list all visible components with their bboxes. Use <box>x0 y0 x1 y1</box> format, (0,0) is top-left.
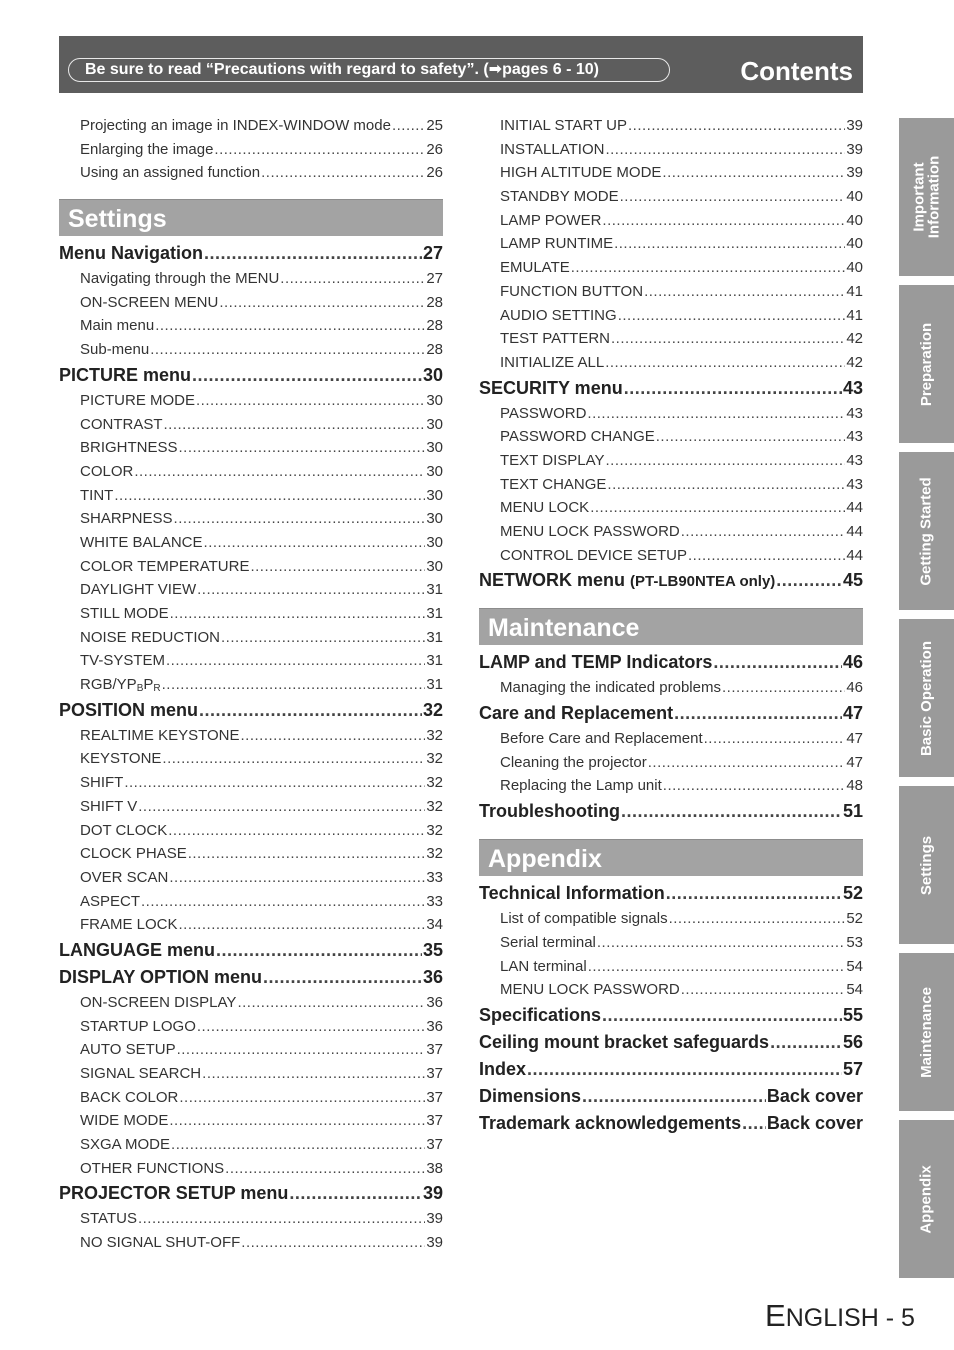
toc-label: Ceiling mount bracket safeguards <box>479 1031 770 1052</box>
toc-page: 44 <box>846 499 863 517</box>
toc-label: DAYLIGHT VIEW <box>80 581 197 599</box>
toc-page: 47 <box>846 730 863 748</box>
toc-label: Replacing the Lamp unit <box>500 777 662 795</box>
toc-label: SHARPNESS <box>80 510 173 528</box>
toc-label: NO SIGNAL SHUT-OFF <box>80 1234 241 1252</box>
toc-page: 47 <box>846 753 863 771</box>
tab-label: Settings <box>918 835 935 895</box>
toc-page: 37 <box>426 1065 443 1082</box>
toc-label: PICTURE MODE <box>80 391 196 409</box>
toc-heading[interactable] <box>479 1029 863 1056</box>
toc-item[interactable] <box>59 555 443 579</box>
toc-page: 55 <box>842 1004 863 1025</box>
toc-item[interactable] <box>59 890 443 914</box>
toc-item[interactable] <box>479 751 863 775</box>
toc-label: ON-SCREEN MENU <box>80 293 219 311</box>
toc-list <box>59 389 443 673</box>
toc-list <box>479 402 863 568</box>
tab-label-line2: Information <box>925 155 943 239</box>
toc-page: 36 <box>422 966 443 987</box>
toc-item[interactable] <box>479 161 863 185</box>
toc-item[interactable] <box>59 795 443 819</box>
toc-label: Dimensions <box>479 1085 582 1106</box>
toc-label: TINT <box>80 486 114 504</box>
toc-label: Technical Information <box>479 883 665 904</box>
toc-page: 35 <box>422 939 443 960</box>
toc-left-column <box>59 114 443 1255</box>
toc-item[interactable] <box>59 114 443 138</box>
toc-label: Enlarging the image <box>80 140 214 158</box>
toc-label: MENU LOCK PASSWORD <box>500 523 680 540</box>
toc-label: Trademark acknowledgements <box>479 1112 742 1133</box>
toc-item[interactable] <box>479 449 863 473</box>
toc-page: 30 <box>426 486 443 504</box>
toc-label: Troubleshooting <box>479 801 620 822</box>
toc-page: 39 <box>422 1183 443 1204</box>
toc-item[interactable] <box>479 425 863 449</box>
toc-list <box>59 724 443 937</box>
toc-page: 31 <box>426 628 443 646</box>
toc-page: 34 <box>426 916 443 934</box>
toc-page: 51 <box>842 801 863 822</box>
toc-label: Sub-menu <box>80 341 150 359</box>
toc-label: TEXT CHANGE <box>500 475 607 493</box>
toc-label: TV-SYSTEM <box>80 652 166 670</box>
toc-label: KEYSTONE <box>80 750 162 768</box>
toc-page: 32 <box>426 797 443 815</box>
section-banner-settings: Settings <box>59 199 443 236</box>
toc-item[interactable] <box>59 484 443 508</box>
toc-page: 40 <box>846 188 863 206</box>
toc-label: Index <box>479 1058 527 1079</box>
toc-label: LAMP and TEMP Indicators <box>479 652 713 673</box>
toc-page: 27 <box>422 243 443 264</box>
toc-list <box>59 1207 443 1254</box>
toc-page: 39 <box>846 117 863 134</box>
toc-item[interactable] <box>59 1231 443 1255</box>
toc-heading[interactable] <box>59 697 443 724</box>
toc-page: Back cover <box>766 1112 863 1133</box>
toc-page: 45 <box>842 570 863 591</box>
toc-page: 33 <box>426 892 443 910</box>
toc-label: STILL MODE <box>80 605 169 622</box>
toc-item[interactable] <box>59 1157 443 1181</box>
toc-label: Cleaning the projector <box>500 753 647 771</box>
toc-page: 31 <box>426 652 443 670</box>
contents-header <box>59 36 863 93</box>
toc-page: 31 <box>426 581 443 599</box>
toc-page: 46 <box>842 652 863 673</box>
toc-item[interactable] <box>59 338 443 362</box>
toc-label: OVER SCAN <box>80 868 169 886</box>
toc-heading[interactable] <box>59 1180 443 1207</box>
toc-item[interactable] <box>59 673 443 697</box>
toc-item[interactable] <box>479 907 863 931</box>
toc-label: DOT CLOCK <box>80 821 168 839</box>
tab-label: Maintenance <box>918 986 936 1078</box>
toc-page: 44 <box>846 523 863 540</box>
toc-page: 25 <box>426 117 443 134</box>
toc-heading[interactable] <box>479 1110 863 1137</box>
toc-page: 43 <box>846 451 863 469</box>
toc-item[interactable] <box>479 256 863 280</box>
toc-page: 32 <box>426 726 443 744</box>
toc-page: 31 <box>426 676 443 694</box>
toc-item[interactable] <box>59 1038 443 1062</box>
toc-page: 52 <box>846 910 863 928</box>
toc-page: 47 <box>842 703 863 724</box>
toc-page: 30 <box>426 462 443 480</box>
toc-item[interactable] <box>59 649 443 673</box>
toc-label: COLOR TEMPERATURE <box>80 557 250 575</box>
toc-page: 40 <box>846 211 863 229</box>
toc-heading[interactable] <box>59 240 443 267</box>
toc-page: 41 <box>846 282 863 300</box>
toc-heading[interactable] <box>59 362 443 389</box>
safety-note[interactable] <box>68 58 670 82</box>
toc-item[interactable] <box>479 955 863 979</box>
toc-item[interactable] <box>479 774 863 798</box>
tab-appendix[interactable] <box>899 1120 954 1278</box>
toc-label: PASSWORD CHANGE <box>500 428 655 446</box>
toc-label: FRAME LOCK <box>80 916 178 934</box>
page-number: ENGLISH - 5 <box>765 1298 915 1333</box>
toc-list <box>479 676 863 700</box>
toc-label: OTHER FUNCTIONS <box>80 1159 225 1177</box>
toc-item[interactable] <box>59 314 443 338</box>
toc-item[interactable] <box>59 1015 443 1039</box>
safety-note-pages: pages 6 - 10) <box>502 61 599 78</box>
toc-label: SHIFT <box>80 774 124 792</box>
toc-item[interactable] <box>59 507 443 531</box>
toc-page: 57 <box>842 1058 863 1079</box>
toc-label: SHIFT V <box>80 797 138 815</box>
toc-label: WHITE BALANCE <box>80 533 203 551</box>
toc-item[interactable] <box>59 267 443 291</box>
toc-page: 31 <box>426 605 443 622</box>
toc-heading[interactable] <box>479 880 863 907</box>
toc-item[interactable] <box>59 602 443 626</box>
toc-label: ASPECT <box>80 892 141 910</box>
toc-page: 32 <box>426 821 443 839</box>
tab-getting-started[interactable] <box>899 452 954 610</box>
toc-page: 39 <box>426 1210 443 1228</box>
toc-label: TEST PATTERN <box>500 330 611 348</box>
toc-item[interactable] <box>59 626 443 650</box>
toc-label: PICTURE menu <box>59 364 192 385</box>
toc-list <box>479 907 863 1002</box>
toc-label: STARTUP LOGO <box>80 1017 196 1035</box>
toc-item[interactable] <box>479 351 863 375</box>
toc-label: CLOCK PHASE <box>80 845 187 863</box>
toc-page: 39 <box>846 140 863 158</box>
safety-note-text: Be sure to read “Precautions with regard to safety”. ( <box>85 61 489 78</box>
toc-label: LAMP POWER <box>500 211 602 229</box>
toc-page: 48 <box>846 777 863 795</box>
toc-label: Managing the indicated problems <box>500 679 721 697</box>
toc-heading[interactable] <box>479 567 863 594</box>
toc-heading[interactable] <box>479 798 863 825</box>
toc-heading[interactable] <box>479 1002 863 1029</box>
toc-label: STATUS <box>80 1210 137 1228</box>
toc-label: POSITION menu <box>59 699 199 720</box>
toc-label: LAN terminal <box>500 957 587 975</box>
toc-page: 32 <box>426 845 443 863</box>
toc-page: 33 <box>426 868 443 886</box>
toc-list <box>479 1002 863 1137</box>
toc-label: NOISE REDUCTION <box>80 628 221 646</box>
toc-list <box>59 267 443 362</box>
toc-page: 43 <box>842 377 863 398</box>
toc-label: LAMP RUNTIME <box>500 235 614 253</box>
toc-page: 43 <box>846 404 863 422</box>
toc-item[interactable] <box>59 991 443 1015</box>
tab-settings[interactable] <box>899 786 954 944</box>
toc-page: 30 <box>426 439 443 457</box>
toc-label: Serial terminal <box>500 933 596 951</box>
toc-page: 37 <box>426 1136 443 1154</box>
toc-page: 30 <box>426 391 443 409</box>
toc-label: RGB/$YP_BP_R$ <box>80 676 161 695</box>
toc-item[interactable] <box>59 460 443 484</box>
toc-item[interactable] <box>479 978 863 1002</box>
toc-label: Using an assigned function <box>80 164 261 182</box>
toc-page: 54 <box>846 957 863 975</box>
toc-item[interactable] <box>479 676 863 700</box>
toc-label: PASSWORD <box>500 404 587 422</box>
toc-label: AUTO SETUP <box>80 1041 176 1059</box>
toc-list <box>479 114 863 375</box>
toc-list <box>59 991 443 1181</box>
toc-heading[interactable] <box>479 649 863 676</box>
toc-label: BRIGHTNESS <box>80 439 178 457</box>
toc-page: 32 <box>422 699 443 720</box>
section-banner-appendix: Appendix <box>479 839 863 876</box>
toc-label: STANDBY MODE <box>500 188 619 206</box>
toc-page: 28 <box>426 293 443 311</box>
toc-page: 54 <box>846 981 863 999</box>
toc-label: Main menu <box>80 317 155 335</box>
toc-page: 37 <box>426 1088 443 1106</box>
toc-page: 43 <box>846 428 863 446</box>
toc-page: 36 <box>426 993 443 1011</box>
toc-item[interactable] <box>59 819 443 843</box>
toc-item[interactable] <box>59 1133 443 1157</box>
toc-page: 26 <box>426 140 443 158</box>
toc-label: List of compatible signals <box>500 910 668 928</box>
toc-label: INITIALIZE ALL <box>500 353 605 371</box>
toc-item[interactable] <box>59 291 443 315</box>
toc-label: FUNCTION BUTTON <box>500 282 644 300</box>
tab-maintenance[interactable] <box>899 953 954 1111</box>
tab-important-information[interactable] <box>899 118 954 276</box>
toc-label: COLOR <box>80 462 134 480</box>
toc-item[interactable] <box>59 842 443 866</box>
tab-label: Basic Operation <box>918 640 936 756</box>
toc-label: SIGNAL SEARCH <box>80 1065 202 1082</box>
toc-page: 37 <box>426 1041 443 1059</box>
toc-label: MENU LOCK PASSWORD <box>500 981 680 999</box>
tab-basic-operation[interactable] <box>899 619 954 777</box>
toc-item[interactable] <box>59 724 443 748</box>
toc-item[interactable] <box>479 727 863 751</box>
toc-page: 37 <box>426 1112 443 1130</box>
toc-item[interactable] <box>479 496 863 520</box>
toc-heading[interactable] <box>479 375 863 402</box>
toc-label: REALTIME KEYSTONE <box>80 726 240 744</box>
toc-page: 30 <box>426 510 443 528</box>
toc-label: Specifications <box>479 1004 602 1025</box>
toc-item[interactable] <box>59 866 443 890</box>
toc-page: 42 <box>846 330 863 348</box>
toc-page: 39 <box>846 164 863 182</box>
toc-label: Projecting an image in INDEX-WINDOW mode <box>80 117 391 134</box>
toc-page: 42 <box>846 353 863 371</box>
toc-label: Menu Navigation <box>59 243 204 264</box>
toc-label: TEXT DISPLAY <box>500 451 605 469</box>
toc-page: 27 <box>426 270 443 288</box>
toc-label: Care and Replacement <box>479 703 674 724</box>
toc-page: 30 <box>422 364 443 385</box>
toc-page: 52 <box>842 883 863 904</box>
page-title: Contents <box>740 56 853 86</box>
toc-right-column <box>479 114 863 1137</box>
toc-item[interactable] <box>479 114 863 138</box>
toc-item[interactable] <box>479 185 863 209</box>
toc-list <box>59 114 443 185</box>
toc-item[interactable] <box>479 209 863 233</box>
toc-label: HIGH ALTITUDE MODE <box>500 164 662 182</box>
toc-page: 36 <box>426 1017 443 1035</box>
toc-page: Back cover <box>766 1085 863 1106</box>
toc-item[interactable] <box>59 913 443 937</box>
toc-item[interactable] <box>479 280 863 304</box>
toc-item[interactable] <box>479 304 863 328</box>
toc-label: INSTALLATION <box>500 140 605 158</box>
toc-item[interactable] <box>59 1207 443 1231</box>
toc-label: Navigating through the MENU <box>80 270 280 288</box>
toc-page: 44 <box>846 546 863 564</box>
toc-item[interactable] <box>59 1062 443 1086</box>
toc-label: PROJECTOR SETUP menu <box>59 1183 289 1204</box>
toc-item[interactable] <box>479 520 863 544</box>
toc-label: INITIAL START UP <box>500 117 627 134</box>
toc-item[interactable] <box>59 747 443 771</box>
toc-heading[interactable] <box>59 937 443 964</box>
toc-heading[interactable] <box>479 1083 863 1110</box>
toc-label: WIDE MODE <box>80 1112 169 1130</box>
tab-label: Getting Started <box>918 476 935 586</box>
toc-label: DISPLAY OPTION menu <box>59 966 263 987</box>
toc-item[interactable] <box>59 531 443 555</box>
tab-preparation[interactable] <box>899 285 954 443</box>
toc-page: 43 <box>846 475 863 493</box>
toc-page: 26 <box>426 164 443 182</box>
tab-label: Important <box>910 162 928 232</box>
toc-label: LANGUAGE menu <box>59 939 216 960</box>
toc-label: CONTRAST <box>80 415 163 433</box>
toc-list <box>479 727 863 798</box>
toc-item[interactable] <box>59 161 443 185</box>
toc-page: 40 <box>846 259 863 277</box>
toc-page: 56 <box>842 1031 863 1052</box>
toc-page: 46 <box>846 679 863 697</box>
toc-item[interactable] <box>59 436 443 460</box>
toc-item[interactable] <box>479 931 863 955</box>
arrow-right-icon: ➡ <box>488 61 503 78</box>
toc-label: CONTROL DEVICE SETUP <box>500 546 687 564</box>
toc-item[interactable] <box>59 771 443 795</box>
toc-page: 53 <box>846 933 863 951</box>
toc-item[interactable] <box>59 138 443 162</box>
toc-item[interactable] <box>59 578 443 602</box>
toc-page: 39 <box>426 1234 443 1252</box>
toc-page: 38 <box>426 1159 443 1177</box>
tab-label: Appendix <box>918 1164 935 1234</box>
toc-label: MENU LOCK <box>500 499 590 517</box>
toc-item[interactable] <box>479 327 863 351</box>
toc-item[interactable] <box>59 413 443 437</box>
toc-label: BACK COLOR <box>80 1088 179 1106</box>
toc-item[interactable] <box>59 1109 443 1133</box>
toc-item[interactable] <box>59 389 443 413</box>
toc-page: 30 <box>426 557 443 575</box>
toc-page: 40 <box>846 235 863 253</box>
toc-label: SXGA MODE <box>80 1136 171 1154</box>
toc-item[interactable] <box>479 402 863 426</box>
toc-item[interactable] <box>59 1086 443 1110</box>
toc-page: 30 <box>426 533 443 551</box>
toc-label: ON-SCREEN DISPLAY <box>80 993 237 1011</box>
toc-page: 28 <box>426 341 443 359</box>
toc-heading[interactable] <box>479 700 863 727</box>
toc-label: NETWORK menu <box>479 570 625 591</box>
tab-label: Preparation <box>918 322 936 406</box>
toc-label: EMULATE <box>500 259 570 277</box>
toc-label: SECURITY menu <box>479 377 623 398</box>
toc-item[interactable] <box>479 232 863 256</box>
toc-label: AUDIO SETTING <box>500 306 617 324</box>
toc-item[interactable] <box>479 544 863 568</box>
toc-item[interactable] <box>479 473 863 497</box>
toc-label: Before Care and Replacement <box>500 730 703 748</box>
toc-page: 32 <box>426 750 443 768</box>
toc-item[interactable] <box>479 138 863 162</box>
section-banner-maintenance: Maintenance <box>479 608 863 645</box>
toc-page: 28 <box>426 317 443 335</box>
toc-page: 41 <box>846 306 863 324</box>
toc-page: 30 <box>426 415 443 433</box>
toc-page: 32 <box>426 774 443 792</box>
toc-label-suffix: (PT-LB90NTEA only) <box>630 573 776 591</box>
toc-heading[interactable] <box>479 1056 863 1083</box>
toc-heading[interactable] <box>59 964 443 991</box>
